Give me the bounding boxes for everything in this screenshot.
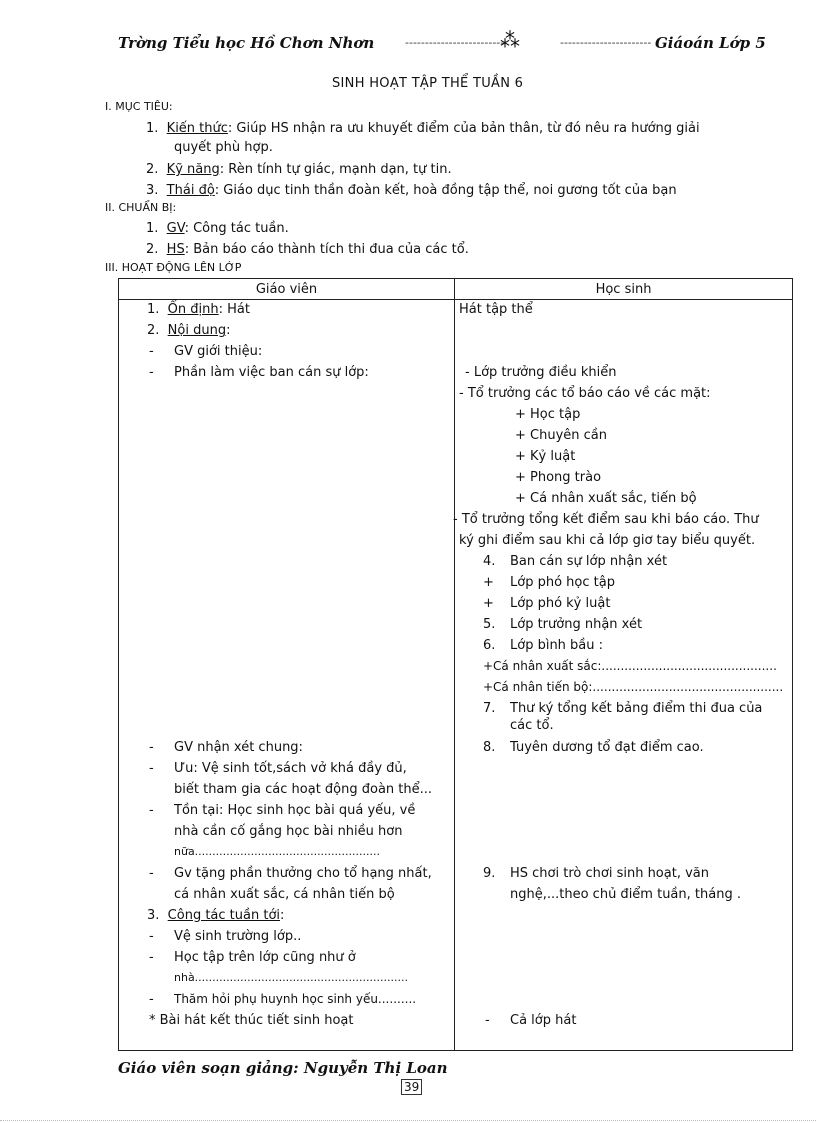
objective-2-text: : Rèn tính tự giác, mạnh dạn, tự tin.	[219, 162, 452, 177]
hs-l7: + Phong trào	[515, 470, 602, 485]
hs-l12: Lớp phó kỷ luật	[510, 596, 611, 611]
gv-l10-text: Vệ sinh trường lớp..	[174, 929, 302, 944]
hs-l11: Lớp phó học tập	[510, 575, 615, 590]
gv-l13-text: * Bài hát kết thúc tiết sinh hoạt	[149, 1013, 354, 1028]
objective-1-text: : Giúp HS nhận ra ưu khuyết điểm của bản thân, từ đó nêu ra hướng giải	[227, 121, 700, 136]
hs-l13: Lớp trưởng nhận xét	[510, 617, 643, 632]
book-ornament-icon: ⁂	[500, 28, 520, 52]
prep-1-num: 1.	[146, 221, 159, 236]
gv-l1-label: Ổn định	[167, 302, 219, 317]
gv-l9-num: 3.	[147, 908, 160, 923]
gv-l8-cont: cá nhân xuất sắc, cá nhân tiến bộ	[174, 887, 395, 902]
hs-l10: Ban cán sự lớp nhận xét	[510, 554, 668, 569]
hs-l20-mark: -	[485, 1013, 490, 1028]
bottom-divider	[0, 1120, 816, 1121]
hs-l4: + Học tập	[515, 407, 581, 422]
gv-l11-text: Học tập trên lớp cũng như ở	[174, 950, 356, 965]
gv-l12-mark: -	[149, 992, 154, 1007]
section1-heading: I. MỤC TIÊU:	[105, 100, 173, 113]
gv-l10-mark: -	[149, 929, 154, 944]
gv-l12-text: Thăm hỏi phụ huynh học sinh yếu..........	[174, 992, 417, 1006]
prep-item-2	[146, 239, 469, 260]
gv-l3-text: GV giới thiệu:	[174, 344, 263, 359]
hs-l9-cont: ký ghi điểm sau khi cả lớp giơ tay biểu quyết.	[459, 533, 756, 548]
objective-item-1	[146, 118, 700, 139]
prep-1-label: GV	[166, 221, 185, 236]
gv-l7-text: Tồn tại: Học sinh học bài quá yếu, về	[174, 803, 416, 818]
column-header-teacher: Giáo viên	[119, 279, 455, 300]
header-dashes-right: -----------------------	[560, 36, 652, 49]
student-column	[455, 300, 793, 1051]
section2-heading: II. CHUẨN BỊ:	[105, 201, 177, 214]
header-dashes-left: -------------------------	[405, 36, 505, 49]
objective-3-text: : Giáo dục tinh thần đoàn kết, hoà đồng tập thể, noi gương tốt của bạn	[214, 183, 677, 198]
hs-l15: +Cá nhân xuất sắc:..............................................	[483, 659, 777, 673]
objective-2-label: Kỹ năng	[166, 162, 220, 177]
hs-l12-num: +	[483, 596, 494, 611]
hs-l17: Thư ký tổng kết bảng điểm thi đua của	[510, 701, 763, 716]
gv-l7-cont: nhà cần cố gắng học bài nhiều hơn	[174, 824, 403, 839]
hs-l18-num: 8.	[483, 740, 496, 755]
gv-l4-mark: -	[149, 365, 154, 380]
objective-1-num: 1.	[146, 121, 159, 136]
objective-1-cont: quyết phù hợp.	[174, 140, 273, 155]
gv-l2-label: Nội dung	[167, 323, 227, 338]
objective-item-2	[146, 159, 452, 180]
column-header-student: Học sinh	[455, 279, 793, 300]
prep-2-text: : Bản báo cáo thành tích thi đua của các tổ.	[184, 242, 469, 257]
gv-l6-text: Ưu: Vệ sinh tốt,sách vở khá đầy đủ,	[174, 761, 407, 776]
prep-2-label: HS	[166, 242, 185, 257]
gv-l2-num: 2.	[147, 323, 160, 338]
hs-l13-num: 5.	[483, 617, 496, 632]
gv-l1-text: : Hát	[218, 302, 250, 317]
hs-l6: + Kỷ luật	[515, 449, 576, 464]
hs-l19: HS chơi trò chơi sinh hoạt, văn	[510, 866, 709, 881]
prep-2-num: 2.	[146, 242, 159, 257]
gv-l5-mark: -	[149, 740, 154, 755]
hs-l2: - Lớp trưởng điều khiển	[465, 365, 617, 380]
gv-line-1	[147, 302, 250, 317]
hs-l18: Tuyên dương tổ đạt điểm cao.	[510, 740, 704, 755]
hs-l14: Lớp bình bầu :	[510, 638, 604, 653]
gv-l9-label: Công tác tuần tới	[167, 908, 281, 923]
gv-l4-text: Phần làm việc ban cán sự lớp:	[174, 365, 369, 380]
gv-l8-mark: -	[149, 866, 154, 881]
gv-l9-text: :	[280, 908, 285, 923]
hs-l10-num: 4.	[483, 554, 496, 569]
gv-l2-text: :	[226, 323, 231, 338]
hs-l20: Cả lớp hát	[510, 1013, 577, 1028]
footer-teacher: Giáo viên soạn giảng: Nguyễn Thị Loan	[118, 1059, 448, 1077]
gv-l11-cont: nhà.............................................................	[174, 971, 408, 984]
hs-l1: Hát tập thể	[459, 302, 533, 317]
gv-line-9	[147, 908, 284, 923]
gv-l5-text: GV nhận xét chung:	[174, 740, 303, 755]
prep-1-text: : Công tác tuần.	[184, 221, 289, 236]
gv-l1-num: 1.	[147, 302, 160, 317]
gv-l11-mark: -	[149, 950, 154, 965]
hs-l11-num: +	[483, 575, 494, 590]
hs-l17-num: 7.	[483, 701, 496, 716]
gv-l6-mark: -	[149, 761, 154, 776]
objective-3-num: 3.	[146, 183, 159, 198]
gv-l6-cont: biết tham gia các hoạt động đoàn thể...	[174, 782, 433, 797]
header-school: Trờng Tiểu học Hồ Chơn Nhơn	[118, 34, 375, 52]
page-number: 39	[401, 1079, 422, 1095]
section3-heading: III. HOẠT ĐỘNG LÊN LỚP	[105, 261, 242, 274]
objective-item-3	[146, 180, 677, 201]
page-title: SINH HOẠT TẬP THỂ TUẦN 6	[332, 76, 524, 91]
gv-l8-text: Gv tặng phần thưởng cho tổ hạng nhất,	[174, 866, 432, 881]
gv-line-2	[147, 323, 230, 338]
gv-l3-mark: -	[149, 344, 154, 359]
prep-item-1	[146, 218, 289, 239]
hs-l19-num: 9.	[483, 866, 496, 881]
hs-l8: + Cá nhân xuất sắc, tiến bộ	[515, 491, 697, 506]
objective-3-label: Thái độ	[166, 183, 215, 198]
hs-l3: - Tổ trưởng các tổ báo cáo về các mặt:	[459, 386, 711, 401]
hs-l16: +Cá nhân tiến bộ:..................................................	[483, 680, 784, 694]
objective-2-num: 2.	[146, 162, 159, 177]
hs-l5: + Chuyên cần	[515, 428, 607, 443]
header-grade: Giáoán Lớp 5	[655, 34, 766, 52]
gv-l7-mark: -	[149, 803, 154, 818]
hs-l9: - Tổ trưởng tổng kết điểm sau khi báo cáo. Thư	[453, 512, 759, 527]
gv-l7-cont2: nữa.....................................................	[174, 845, 381, 858]
activity-table	[118, 278, 793, 1051]
hs-l19-cont: nghệ,...theo chủ điểm tuần, tháng .	[510, 887, 741, 902]
hs-l17-cont: các tổ.	[510, 718, 554, 733]
hs-l14-num: 6.	[483, 638, 496, 653]
teacher-column	[119, 300, 455, 1051]
objective-1-label: Kiến thức	[166, 121, 228, 136]
